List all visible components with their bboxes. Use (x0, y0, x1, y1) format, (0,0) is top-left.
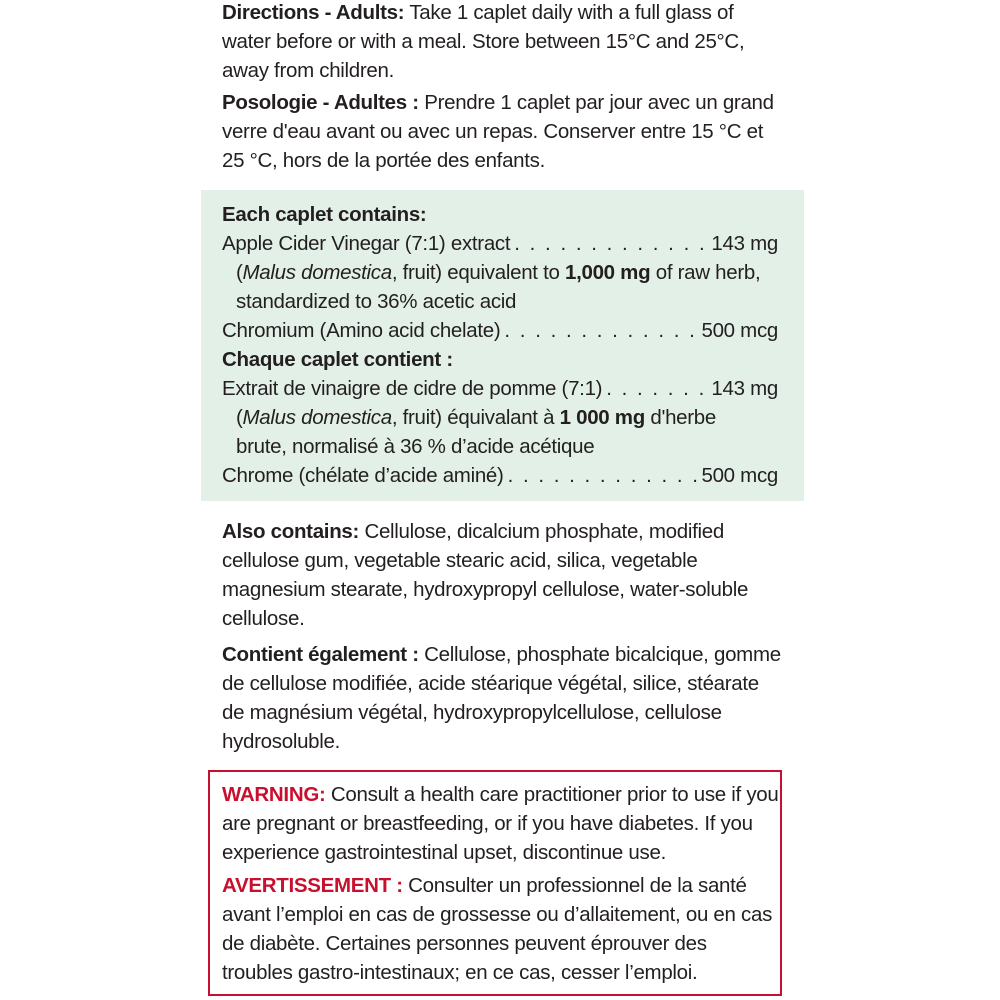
ingredient-row-apple-cider-vinegar-fr (222, 374, 778, 403)
dot-leader (508, 461, 698, 490)
warning-fr (222, 871, 782, 987)
dot-leader (504, 316, 697, 345)
also-contains-fr (222, 640, 782, 756)
dot-leader (606, 374, 707, 403)
desc-text-end: d'herbe (644, 406, 716, 429)
warning-en-heading: WARNING: (222, 783, 326, 806)
ingredients-fr-heading: Chaque caplet contient : (222, 348, 453, 371)
ingredient-name: Chromium (Amino acid chelate) (222, 319, 501, 342)
ingredient-amount: 143 mg (711, 232, 778, 255)
ingredient-name: Extrait de vinaigre de cidre de pomme (7:1) (222, 377, 603, 400)
ingredient-row-chromium-en (222, 316, 778, 345)
desc-text: , fruit) equivalent to (391, 261, 565, 284)
also-contains-en (222, 517, 782, 633)
warning-en-text: Consult a health care practitioner prior to use if you are pregnant or breastfeeding, or if you have diabetes. If you experience gastrointestinal upset, discontinue use. (222, 783, 779, 864)
warning-fr-text: Consulter un professionnel de la santé avant l’emploi en cas de grossesse ou d’allaitement, ou en cas de diabète. Certaines personnes peuvent éprouver des troubles gastro-intestinaux; en ce cas, cesser l’emploi. (222, 874, 773, 984)
latin-name: Malus domestica (242, 261, 392, 284)
also-contains-en-text: Cellulose, dicalcium phosphate, modified cellulose gum, vegetable stearic acid, silica, vegetable magnesium stearate, hydroxypropyl cellulose, water-soluble cellulose. (222, 520, 749, 630)
ingredient-amount: 143 mg (711, 377, 778, 400)
directions-fr-heading: Posologie - Adultes : (222, 91, 419, 114)
desc-text: , fruit) équivalant à (391, 406, 560, 429)
ingredients-en-heading: Each caplet contains: (222, 203, 427, 226)
warning-en (222, 780, 782, 867)
desc-paren: ( (236, 261, 243, 284)
directions-en (222, 0, 782, 85)
latin-name: Malus domestica (242, 406, 392, 429)
desc-text-end: of raw herb, (650, 261, 761, 284)
desc-paren: ( (236, 406, 243, 429)
directions-fr (222, 88, 782, 175)
ingredient-row-chromium-fr (222, 461, 778, 490)
ingredient-name: Chrome (chélate d’acide aminé) (222, 464, 504, 487)
ingredient-amount: 500 mcg (701, 464, 778, 487)
ingredient-description-fr-line2: brute, normalisé à 36 % d’acide acétique (236, 435, 595, 458)
ingredient-description-fr-line1 (236, 403, 778, 432)
ingredient-row-apple-cider-vinegar-en (222, 229, 778, 258)
warning-fr-heading: AVERTISSEMENT : (222, 874, 403, 897)
also-contains-fr-text: Cellulose, phosphate bicalcique, gomme de cellulose modifiée, acide stéarique végétal, silice, stéarate de magnésium végétal, hydroxypropylcellulose, cellulose hydrosoluble. (222, 643, 781, 753)
also-contains-en-heading: Also contains: (222, 520, 360, 543)
desc-bold-amount: 1 000 mg (559, 406, 645, 429)
directions-en-text: Take 1 caplet daily with a full glass of water before or with a meal. Store between 15°C and 25°C, away from children. (222, 1, 745, 82)
desc-bold-amount: 1,000 mg (564, 261, 651, 284)
ingredient-amount: 500 mcg (701, 319, 778, 342)
ingredient-name: Apple Cider Vinegar (7:1) extract (222, 232, 511, 255)
ingredient-description-en-line1 (236, 258, 778, 287)
directions-en-heading: Directions - Adults: (222, 1, 405, 24)
directions-fr-text: Prendre 1 caplet par jour avec un grand verre d'eau avant ou avec un repas. Conserver entre 15 °C et 25 °C, hors de la portée des enfants. (222, 91, 774, 172)
also-contains-fr-heading: Contient également : (222, 643, 419, 666)
ingredient-description-en-line2: standardized to 36% acetic acid (236, 290, 517, 313)
dot-leader (514, 229, 707, 258)
